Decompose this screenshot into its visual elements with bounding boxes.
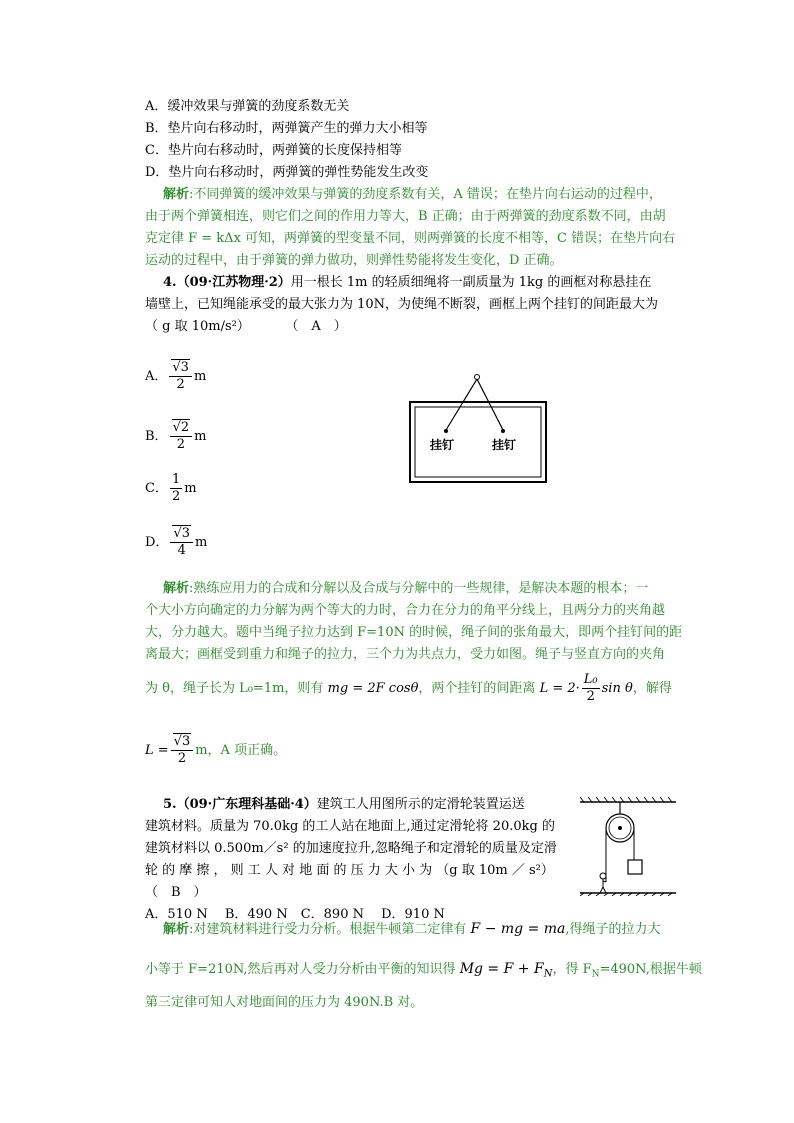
pulley-svg: [578, 796, 678, 896]
load-box: [628, 860, 642, 874]
q5-source: （09·广东理科基础·4）: [176, 797, 317, 812]
q4-eq1: mg = 2F cosθ: [327, 681, 419, 696]
q3-analysis-line2: 由于两个弹簧相连，则它们之间的作用力等大，B 正确；由于两弹簧的劲度系数不同，由胡: [145, 209, 666, 224]
worker-head: [600, 873, 606, 879]
rope-left: [446, 379, 477, 430]
q3-option-d: D．垫片向右移动时，两弹簧的弹性势能发生改变: [145, 165, 429, 180]
q4-analysis-line4: 离最大；画框受到重力和绳子的拉力，三个力为共点力，受力如图。绳子与竖直方向的夹角: [145, 647, 666, 662]
q4-number: 4.: [163, 275, 177, 290]
analysis-label: 解析: [163, 581, 190, 596]
q4-source: （09·江苏物理·2）: [176, 275, 291, 290]
q4-eq2-lhs: L = 2·: [539, 681, 580, 696]
q3-analysis-line4: 运动的过程中，由于弹簧的弹力做功，则弹性势能将发生变化，D 正确。: [145, 253, 563, 268]
q3-option-c: C．垫片向右移动时，两弹簧的长度保持相等: [145, 143, 402, 158]
q4-option-a: A． $\frac{√3}{2}$ m: [145, 360, 207, 392]
analysis-label: 解析: [163, 922, 190, 937]
q5-stem-line4: 轮 的 摩 擦 ， 则 工 人 对 地 面 的 压 力 大 小 为 （g 取 10m ／ s²）: [145, 863, 554, 878]
q5-stem-line3: 建筑材料以 0.500m／s² 的加速度拉升,忽略绳子和定滑轮的质量及定滑: [145, 841, 557, 856]
q5-analysis-line3: 第三定律可知人对地面间的压力为 490N.B 对。: [145, 995, 424, 1010]
q5-options: A．510 N B．490 N C．890 N D．910 N: [145, 907, 445, 922]
q4-analysis-line2: 个大小方向确定的力分解为两个等大的力时，合力在分力的角平分线上，且两分力的夹角越: [145, 603, 666, 618]
q3-option-b: B．垫片向右移动时，两弹簧产生的弹力大小相等: [145, 121, 428, 136]
q5-answer: （ B ）: [145, 885, 207, 900]
rope-right: [477, 379, 503, 430]
q3-option-a: A．缓冲效果与弹簧的劲度系数无关: [145, 99, 350, 114]
q5-stem-line1: 5.（09·广东理科基础·4）建筑工人用图所示的定滑轮装置运送: [163, 797, 525, 812]
q5-stem-line2: 建筑材料。质量为 70.0kg 的工人站在地面上,通过定滑轮将 20.0kg 的: [145, 819, 555, 834]
nail-left-label: 挂钉: [430, 438, 455, 452]
q5-eq2: Mg = F + F: [459, 961, 544, 977]
q4-answer: （ A ）: [291, 319, 347, 334]
analysis-label: 解析: [163, 187, 190, 202]
q4-stem-line1: 4.（09·江苏物理·2）用一根长 1m 的轻质细绳将一副质量为 1kg 的画框对称悬挂在: [163, 275, 652, 290]
q4-analysis-line1: 解析:熟练应用力的合成和分解以及合成与分解中的一些规律，是解决本题的根本；一: [163, 581, 649, 596]
pulley-figure: [578, 796, 678, 896]
picture-frame-svg: [408, 372, 548, 484]
nail-right-label: 挂钉: [492, 438, 517, 452]
q4-option-c: C． $\frac{1}{2}$ m: [145, 472, 197, 504]
q3-analysis-line3: 克定律 F = kΔx 可知，两弹簧的型变量不同，则两弹簧的长度不相等，C 错误；在垫片向右: [145, 231, 676, 246]
hook-point: [475, 375, 480, 380]
q4-stem-line2: 墙壁上，已知绳能承受的最大张力为 10N，为使绳不断裂，画框上两个挂钉的间距最大为: [145, 297, 659, 312]
q4-analysis-final: L = $\frac{√3}{2}$ m，A 项正确。: [145, 734, 287, 766]
nail-left: [444, 429, 448, 433]
q3-analysis-line1: 解析:不同弹簧的缓冲效果与弹簧的劲度系数有关，A 错误；在垫片向右运动的过程中，: [163, 187, 662, 202]
q4-analysis-line5: 为 θ，绳子长为 L₀=1m，则有 mg = 2F cosθ，两个挂钉的间距离 L = 2· $\frac{\text{L₀}}{2}$ sin θ，解得: [145, 672, 672, 704]
q4-option-b: B． $\frac{√2}{2}$ m: [145, 420, 207, 452]
q5-number: 5.: [163, 797, 177, 812]
q5-eq1: F − mg = ma: [470, 921, 566, 937]
q4-option-d: D． $\frac{√3}{4}$ m: [145, 526, 208, 558]
q4-stem-line3: （ g 取 10m/s²） （ A ）: [145, 319, 347, 334]
nail-right: [501, 429, 505, 433]
q5-analysis-line2: 小等于 F=210N,然后再对人受力分析由平衡的知识得 $Mg = F + F_N$，得 $F_N=490N$,根据牛顿: [145, 961, 702, 980]
q5-analysis-line1: 解析:对建筑材料进行受力分析。根据牛顿第二定律有 F − mg = ma,得绳子的拉力大: [163, 921, 661, 937]
picture-frame-figure: [408, 372, 548, 484]
q4-analysis-line3: 大，分力越大。题中当绳子拉力达到 F=10N 的时候，绳子间的张角最大，即两个挂钉间的距: [145, 625, 683, 640]
